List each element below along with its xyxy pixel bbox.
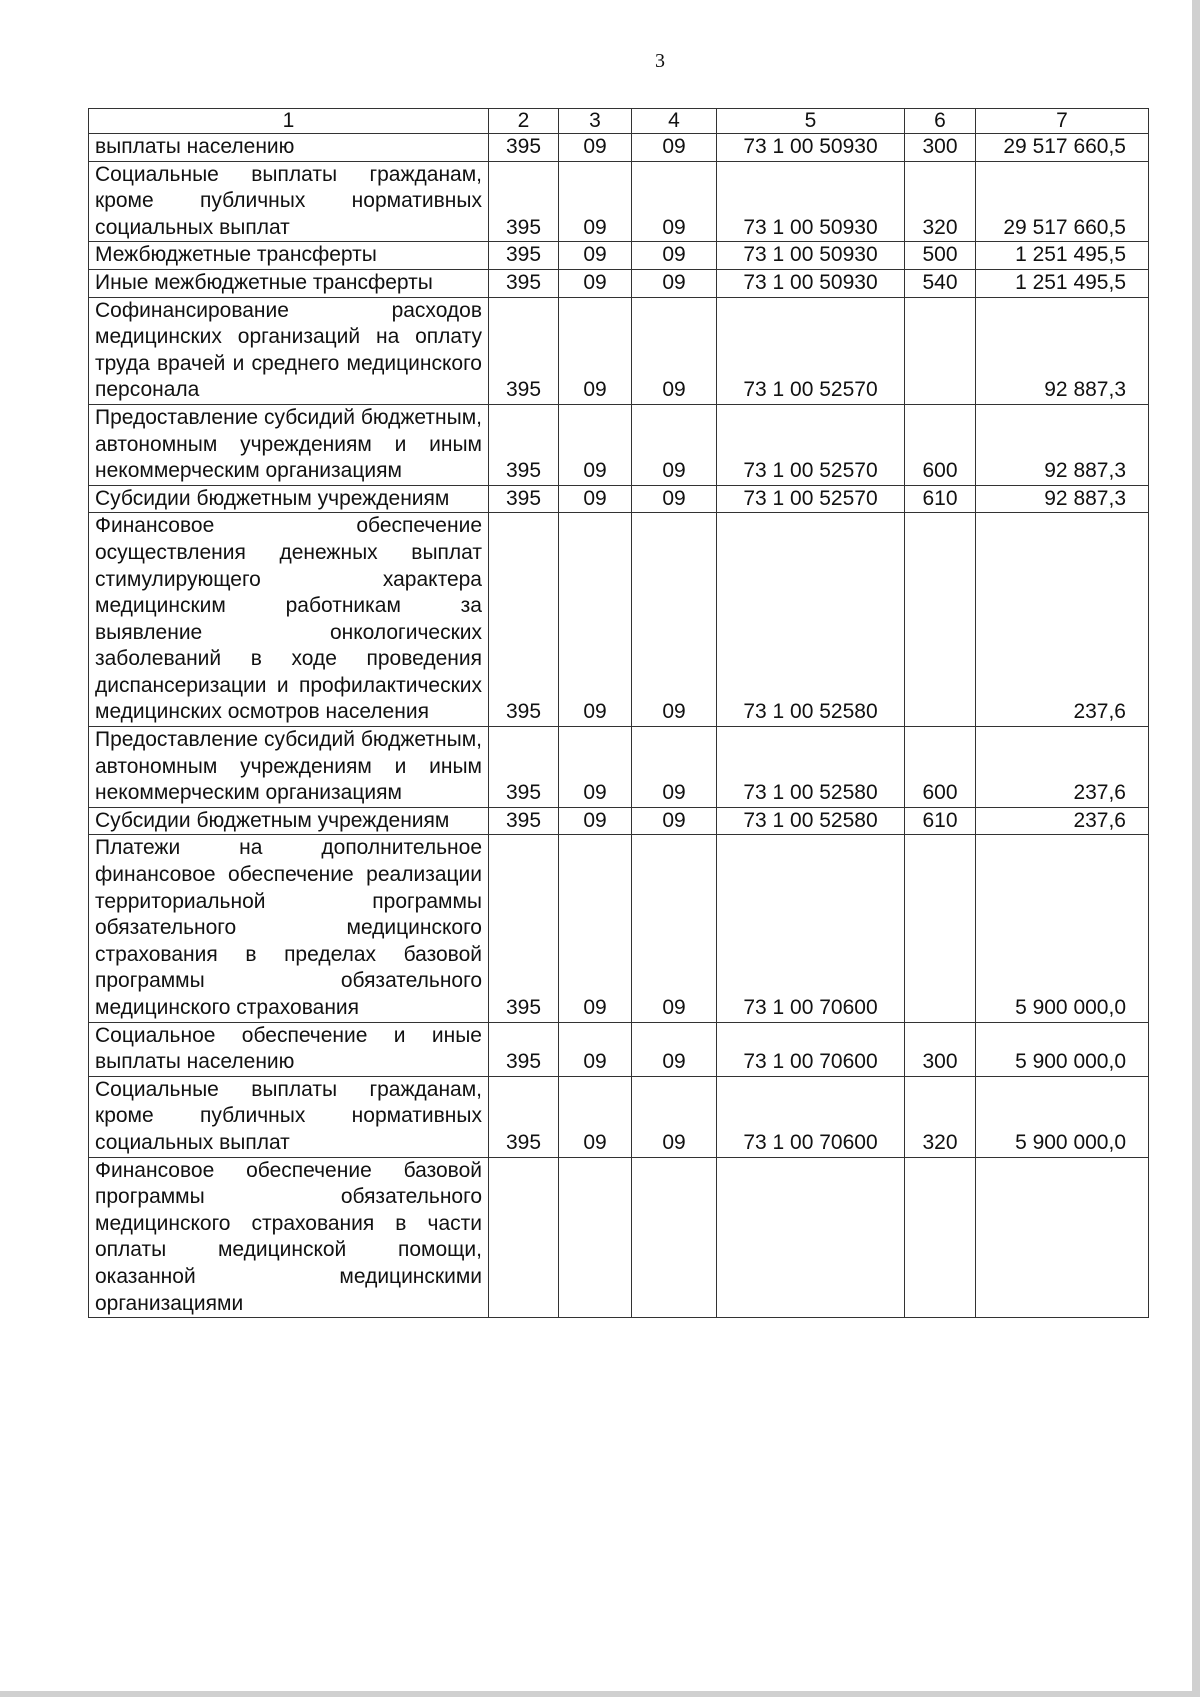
row-code-3: 09 [559, 161, 632, 242]
row-code-2: 395 [489, 1076, 559, 1157]
row-code-2: 395 [489, 161, 559, 242]
table-row [89, 297, 1149, 404]
row-code-6 [905, 297, 976, 404]
row-code-4: 09 [632, 485, 717, 513]
scan-edge-right [1192, 0, 1200, 1697]
row-code-4: 09 [632, 161, 717, 242]
row-code-2: 395 [489, 1022, 559, 1076]
row-code-6: 300 [905, 134, 976, 162]
table-row [89, 1076, 1149, 1157]
table-row [89, 269, 1149, 297]
row-code-2: 395 [489, 807, 559, 835]
row-code-3: 09 [559, 1022, 632, 1076]
row-code-2: 395 [489, 269, 559, 297]
row-amount: 92 887,3 [976, 485, 1149, 513]
row-code-2: 395 [489, 242, 559, 270]
row-code-3: 09 [559, 404, 632, 485]
page-number: 3 [655, 50, 665, 72]
row-code-5: 73 1 00 52570 [717, 297, 905, 404]
row-amount: 29 517 660,5 [976, 134, 1149, 162]
row-code-5: 73 1 00 50930 [717, 134, 905, 162]
row-name: Иные межбюджетные трансферты [89, 269, 489, 297]
row-code-5: 73 1 00 52570 [717, 404, 905, 485]
row-name: Финансовое обеспечение осуществления денежных выплат стимулирующего характера медицинским работникам за выявление онкологических заболеваний в ходе проведения диспансеризации и профилактических медицинских осмотров населения [89, 513, 489, 727]
row-code-2: 395 [489, 404, 559, 485]
row-code-5: 73 1 00 52580 [717, 513, 905, 727]
row-code-5 [717, 1157, 905, 1318]
table-row [89, 727, 1149, 808]
row-code-5: 73 1 00 50930 [717, 242, 905, 270]
row-code-2 [489, 1157, 559, 1318]
row-code-6: 600 [905, 404, 976, 485]
table-row [89, 404, 1149, 485]
budget-table [88, 108, 1149, 1318]
table-header-row [89, 109, 1149, 134]
row-name: Субсидии бюджетным учреждениям [89, 807, 489, 835]
row-code-4: 09 [632, 134, 717, 162]
row-code-6: 610 [905, 807, 976, 835]
row-code-4: 09 [632, 807, 717, 835]
row-amount: 237,6 [976, 807, 1149, 835]
row-name: Платежи на дополнительное финансовое обеспечение реализации территориальной программы обязательного медицинского страхования в пределах базовой программы обязательного медицинского страхования [89, 835, 489, 1022]
row-name: Финансовое обеспечение базовой программы обязательного медицинского страхования в части оплаты медицинской помощи, оказанной медицинскими организациями [89, 1157, 489, 1318]
row-code-5: 73 1 00 52570 [717, 485, 905, 513]
row-name: Субсидии бюджетным учреждениям [89, 485, 489, 513]
row-code-3: 09 [559, 297, 632, 404]
row-code-2: 395 [489, 727, 559, 808]
row-code-6: 600 [905, 727, 976, 808]
row-code-4: 09 [632, 513, 717, 727]
row-name: Софинансирование расходов медицинских организаций на оплату труда врачей и среднего медицинского персонала [89, 297, 489, 404]
row-code-3: 09 [559, 1076, 632, 1157]
row-code-5: 73 1 00 50930 [717, 269, 905, 297]
scan-edge-bottom [0, 1691, 1200, 1697]
column-header-1: 1 [89, 109, 489, 134]
row-code-2: 395 [489, 835, 559, 1022]
row-code-3: 09 [559, 134, 632, 162]
row-code-3: 09 [559, 727, 632, 808]
row-code-3: 09 [559, 513, 632, 727]
row-name: выплаты населению [89, 134, 489, 162]
row-code-6: 540 [905, 269, 976, 297]
row-code-5: 73 1 00 70600 [717, 835, 905, 1022]
table-row [89, 513, 1149, 727]
row-code-4: 09 [632, 404, 717, 485]
row-amount: 29 517 660,5 [976, 161, 1149, 242]
row-name: Социальные выплаты гражданам, кроме публичных нормативных социальных выплат [89, 1076, 489, 1157]
row-code-5: 73 1 00 50930 [717, 161, 905, 242]
row-amount: 5 900 000,0 [976, 1022, 1149, 1076]
row-code-2: 395 [489, 134, 559, 162]
row-code-4: 09 [632, 269, 717, 297]
row-code-5: 73 1 00 70600 [717, 1022, 905, 1076]
row-amount [976, 1157, 1149, 1318]
row-code-4: 09 [632, 1022, 717, 1076]
row-code-6: 610 [905, 485, 976, 513]
row-code-6 [905, 835, 976, 1022]
row-code-3: 09 [559, 485, 632, 513]
row-amount: 1 251 495,5 [976, 269, 1149, 297]
row-amount: 1 251 495,5 [976, 242, 1149, 270]
row-code-2: 395 [489, 297, 559, 404]
column-header-5: 5 [717, 109, 905, 134]
row-code-6 [905, 513, 976, 727]
row-name: Социальные выплаты гражданам, кроме публичных нормативных социальных выплат [89, 161, 489, 242]
table-row [89, 1157, 1149, 1318]
row-code-4: 09 [632, 297, 717, 404]
row-code-6: 320 [905, 1076, 976, 1157]
column-header-3: 3 [559, 109, 632, 134]
column-header-6: 6 [905, 109, 976, 134]
table-row [89, 242, 1149, 270]
table-row [89, 835, 1149, 1022]
column-header-2: 2 [489, 109, 559, 134]
row-code-3: 09 [559, 269, 632, 297]
row-code-3: 09 [559, 242, 632, 270]
column-header-4: 4 [632, 109, 717, 134]
row-name: Предоставление субсидий бюджетным, автономным учреждениям и иным некоммерческим организациям [89, 404, 489, 485]
row-code-4: 09 [632, 242, 717, 270]
row-code-5: 73 1 00 52580 [717, 727, 905, 808]
row-amount: 92 887,3 [976, 297, 1149, 404]
row-code-3: 09 [559, 835, 632, 1022]
row-code-2: 395 [489, 513, 559, 727]
row-code-6 [905, 1157, 976, 1318]
table-row [89, 485, 1149, 513]
row-amount: 237,6 [976, 727, 1149, 808]
row-code-3 [559, 1157, 632, 1318]
column-header-7: 7 [976, 109, 1149, 134]
row-code-4 [632, 1157, 717, 1318]
row-amount: 92 887,3 [976, 404, 1149, 485]
row-amount: 5 900 000,0 [976, 1076, 1149, 1157]
table-row [89, 161, 1149, 242]
row-code-5: 73 1 00 70600 [717, 1076, 905, 1157]
row-code-3: 09 [559, 807, 632, 835]
row-amount: 5 900 000,0 [976, 835, 1149, 1022]
row-name: Социальное обеспечение и иные выплаты населению [89, 1022, 489, 1076]
row-name: Предоставление субсидий бюджетным, автономным учреждениям и иным некоммерческим организациям [89, 727, 489, 808]
table-row [89, 134, 1149, 162]
row-code-6: 300 [905, 1022, 976, 1076]
row-code-4: 09 [632, 835, 717, 1022]
row-code-4: 09 [632, 1076, 717, 1157]
row-code-5: 73 1 00 52580 [717, 807, 905, 835]
table-row [89, 807, 1149, 835]
row-code-2: 395 [489, 485, 559, 513]
row-code-6: 500 [905, 242, 976, 270]
row-name: Межбюджетные трансферты [89, 242, 489, 270]
row-code-6: 320 [905, 161, 976, 242]
row-amount: 237,6 [976, 513, 1149, 727]
table-row [89, 1022, 1149, 1076]
row-code-4: 09 [632, 727, 717, 808]
